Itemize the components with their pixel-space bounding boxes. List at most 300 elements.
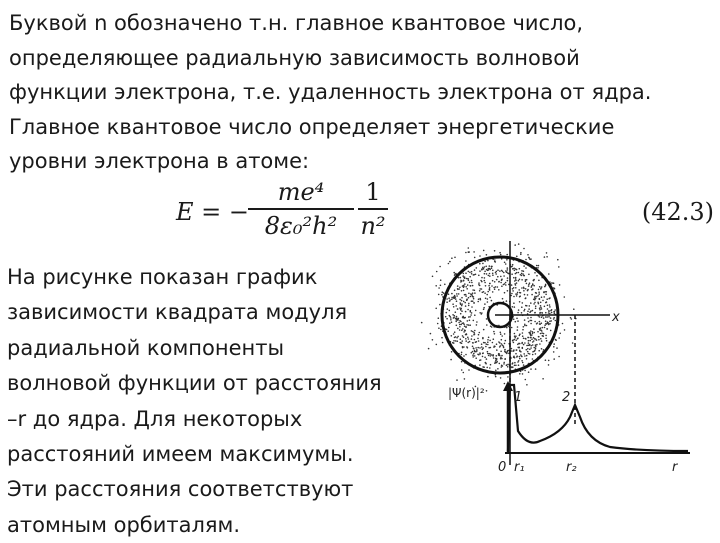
cloud-dot	[498, 281, 500, 283]
cloud-dot	[554, 313, 556, 315]
cloud-dot	[451, 321, 453, 323]
cloud-dot	[541, 296, 543, 298]
cloud-dot	[523, 326, 525, 328]
cloud-dot	[464, 330, 466, 332]
cloud-dot	[534, 350, 536, 352]
cloud-dot	[501, 339, 503, 341]
cloud-dot	[513, 277, 515, 279]
cloud-dot	[507, 280, 509, 282]
cloud-dot	[494, 281, 496, 283]
cloud-dot	[530, 323, 532, 325]
cloud-dot	[528, 321, 530, 323]
cloud-dot	[439, 304, 441, 306]
cloud-dot	[488, 355, 490, 357]
r-axis-label: r	[672, 460, 678, 475]
cloud-dot	[540, 288, 542, 290]
cloud-dot	[449, 300, 451, 302]
cloud-dot	[543, 317, 545, 319]
cloud-dot	[453, 317, 455, 319]
cloud-dot	[465, 311, 467, 313]
cloud-dot	[514, 365, 516, 367]
cloud-dot	[463, 301, 465, 303]
cloud-dot	[527, 254, 529, 256]
cloud-dot	[532, 333, 534, 335]
cloud-dot	[534, 321, 536, 323]
cloud-dot	[474, 292, 476, 294]
cloud-dot	[461, 310, 463, 312]
cloud-dot	[471, 330, 473, 332]
cloud-dot	[527, 311, 529, 313]
cloud-dot	[489, 297, 491, 299]
cloud-dot	[530, 258, 532, 260]
cloud-dot	[533, 303, 535, 305]
cloud-dot	[525, 288, 527, 290]
cloud-dot	[458, 293, 460, 295]
cloud-dot	[524, 342, 526, 344]
cloud-dot	[476, 350, 478, 352]
origin-label: 0	[498, 460, 507, 475]
cloud-dot	[533, 280, 535, 282]
cloud-dot	[462, 335, 464, 337]
body-line: зависимости квадрата модуля	[7, 300, 348, 325]
cloud-dot	[526, 305, 528, 307]
cloud-dot	[466, 333, 468, 335]
cloud-dot	[501, 366, 503, 368]
cloud-dot	[507, 366, 509, 368]
cloud-dot	[456, 293, 458, 295]
cloud-dot	[436, 344, 438, 346]
cloud-dot	[529, 305, 531, 307]
cloud-dot	[459, 326, 461, 328]
cloud-dot	[519, 268, 521, 270]
cloud-dot	[500, 333, 502, 335]
cloud-dot	[522, 329, 524, 331]
body-line: радиальной компоненты	[7, 335, 285, 360]
cloud-dot	[514, 333, 516, 335]
cloud-dot	[477, 354, 479, 356]
cloud-dot	[511, 363, 513, 365]
cloud-dot	[536, 265, 538, 267]
cloud-dot	[529, 340, 531, 342]
cloud-dot	[534, 299, 536, 301]
cloud-dot	[521, 270, 523, 272]
cloud-dot	[495, 362, 497, 364]
cloud-dot	[494, 261, 496, 263]
cloud-dot	[495, 370, 497, 372]
cloud-dot	[522, 302, 524, 304]
cloud-dot	[476, 324, 478, 326]
cloud-dot	[516, 256, 518, 258]
cloud-dot	[543, 333, 545, 335]
cloud-dot	[515, 278, 517, 280]
cloud-dot	[548, 312, 550, 314]
intro-line: функции электрона, т.е. удаленность электрона от ядра.	[9, 80, 652, 104]
cloud-dot	[524, 355, 526, 357]
cloud-dot	[462, 328, 464, 330]
cloud-dot	[525, 267, 527, 269]
cloud-dot	[491, 300, 493, 302]
cloud-dot	[495, 273, 497, 275]
cloud-dot	[457, 285, 459, 287]
cloud-dot	[496, 359, 498, 361]
cloud-dot	[489, 265, 491, 267]
cloud-dot	[544, 256, 546, 258]
cloud-dot	[467, 320, 469, 322]
cloud-dot	[473, 302, 475, 304]
formula-fraction-main	[248, 178, 354, 240]
cloud-dot	[458, 322, 460, 324]
intro-line: определяющее радиальную зависимость волновой	[9, 45, 580, 70]
cloud-dot	[546, 298, 548, 300]
cloud-dot	[453, 340, 455, 342]
cloud-dot	[519, 292, 521, 294]
cloud-dot	[573, 308, 575, 310]
cloud-dot	[465, 272, 467, 274]
cloud-dot	[545, 312, 547, 314]
cloud-dot	[467, 337, 469, 339]
cloud-dot	[517, 338, 519, 340]
cloud-dot	[481, 288, 483, 290]
cloud-dot	[484, 280, 486, 282]
cloud-dot	[451, 351, 453, 353]
cloud-dot	[474, 314, 476, 316]
cloud-dot	[548, 310, 550, 312]
cloud-dot	[546, 316, 548, 318]
cloud-dot	[523, 290, 525, 292]
cloud-dot	[443, 292, 445, 294]
cloud-dot	[456, 318, 458, 320]
cloud-dot	[537, 267, 539, 269]
cloud-dot	[521, 306, 523, 308]
cloud-dot	[475, 310, 477, 312]
cloud-dot	[523, 265, 525, 267]
cloud-dot	[534, 272, 536, 274]
cloud-dot	[466, 288, 468, 290]
cloud-dot	[520, 254, 522, 256]
cloud-dot	[468, 297, 470, 299]
cloud-dot	[464, 302, 466, 304]
cloud-dot	[492, 270, 494, 272]
cloud-dot	[556, 347, 558, 349]
cloud-dot	[532, 354, 534, 356]
cloud-dot	[544, 324, 546, 326]
cloud-dot	[515, 353, 517, 355]
cloud-dot	[521, 360, 523, 362]
intro-paragraph	[9, 6, 709, 179]
cloud-dot	[494, 333, 496, 335]
cloud-dot	[523, 344, 525, 346]
cloud-dot	[471, 282, 473, 284]
cloud-dot	[454, 331, 456, 333]
cloud-dot	[461, 369, 463, 371]
cloud-dot	[500, 254, 502, 256]
cloud-dot	[521, 312, 523, 314]
cloud-dot	[460, 313, 462, 315]
cloud-dot	[447, 308, 449, 310]
cloud-dot	[486, 324, 488, 326]
cloud-dot	[487, 291, 489, 293]
cloud-dot	[521, 279, 523, 281]
cloud-dot	[540, 305, 542, 307]
cloud-dot	[533, 340, 535, 342]
cloud-dot	[491, 266, 493, 268]
cloud-dot	[496, 343, 498, 345]
cloud-dot	[506, 259, 508, 261]
cloud-dot	[497, 276, 499, 278]
cloud-dot	[463, 287, 465, 289]
cloud-dot	[530, 337, 532, 339]
cloud-dot	[496, 279, 498, 281]
cloud-dot	[512, 290, 514, 292]
cloud-dot	[500, 332, 502, 334]
cloud-dot	[524, 309, 526, 311]
formula-denominator-n: n²	[360, 212, 386, 240]
cloud-dot	[498, 341, 500, 343]
cloud-dot	[527, 348, 529, 350]
body-line: расстояний имеем максимумы.	[7, 442, 354, 467]
cloud-dot	[526, 345, 528, 347]
cloud-dot	[451, 299, 453, 301]
psi-squared-label: |Ψ(r)|²	[448, 386, 485, 400]
cloud-dot	[475, 274, 477, 276]
cloud-dot	[542, 378, 544, 380]
cloud-dot	[522, 373, 524, 375]
cloud-dot	[459, 299, 461, 301]
cloud-dot	[499, 363, 501, 365]
cloud-dot	[481, 346, 483, 348]
cloud-dot	[485, 362, 487, 364]
cloud-dot	[537, 331, 539, 333]
cloud-dot	[518, 280, 520, 282]
cloud-dot	[516, 269, 518, 271]
cloud-dot	[530, 345, 532, 347]
cloud-dot	[486, 358, 488, 360]
cloud-dot	[465, 338, 467, 340]
cloud-dot	[489, 283, 491, 285]
cloud-dot	[483, 307, 485, 309]
cloud-dot	[484, 282, 486, 284]
cloud-dot	[493, 338, 495, 340]
cloud-dot	[448, 293, 450, 295]
cloud-dot	[503, 284, 505, 286]
cloud-dot	[477, 338, 479, 340]
cloud-dot	[464, 294, 466, 296]
cloud-dot	[467, 284, 469, 286]
cloud-dot	[487, 353, 489, 355]
cloud-dot	[432, 276, 434, 278]
cloud-dot	[486, 269, 488, 271]
cloud-dot	[460, 309, 462, 311]
cloud-dot	[542, 327, 544, 329]
cloud-dot	[470, 311, 472, 313]
cloud-dot	[505, 340, 507, 342]
cloud-dot	[532, 358, 534, 360]
cloud-dot	[526, 355, 528, 357]
cloud-dot	[505, 282, 507, 284]
cloud-dot	[512, 366, 514, 368]
cloud-dot	[435, 308, 437, 310]
cloud-dot	[513, 296, 515, 298]
cloud-dot	[526, 283, 528, 285]
cloud-dot	[548, 316, 550, 318]
cloud-dot	[532, 344, 534, 346]
cloud-dot	[512, 264, 514, 266]
cloud-dot	[440, 329, 442, 331]
cloud-dot	[496, 349, 498, 351]
cloud-dot	[502, 298, 504, 300]
cloud-dot	[571, 318, 573, 320]
cloud-dot	[461, 290, 463, 292]
cloud-dot	[456, 316, 458, 318]
x-axis-label: x	[612, 310, 620, 325]
cloud-dot	[513, 356, 515, 358]
cloud-dot	[519, 350, 521, 352]
cloud-dot	[451, 257, 453, 259]
cloud-dot	[457, 308, 459, 310]
cloud-dot	[518, 272, 520, 274]
cloud-dot	[498, 289, 500, 291]
cloud-dot	[524, 294, 526, 296]
cloud-dot	[507, 364, 509, 366]
cloud-dot	[466, 346, 468, 348]
cloud-dot	[504, 383, 506, 385]
equation-number: (42.3)	[641, 198, 714, 226]
cloud-dot	[468, 280, 470, 282]
cloud-dot	[471, 335, 473, 337]
cloud-dot	[468, 303, 470, 305]
cloud-dot	[548, 324, 550, 326]
cloud-dot	[554, 309, 556, 311]
cloud-dot	[492, 273, 494, 275]
cloud-dot	[469, 282, 471, 284]
cloud-dot	[448, 327, 450, 329]
cloud-dot	[478, 298, 480, 300]
cloud-dot	[545, 320, 547, 322]
cloud-dot	[522, 347, 524, 349]
cloud-dot	[523, 353, 525, 355]
cloud-dot	[455, 311, 457, 313]
cloud-dot	[475, 357, 477, 359]
cloud-dot	[454, 257, 456, 259]
cloud-dot	[461, 330, 463, 332]
formula-lhs: E = −	[176, 198, 249, 226]
cloud-dot	[472, 289, 474, 291]
cloud-dot	[539, 316, 541, 318]
cloud-dot	[535, 305, 537, 307]
cloud-dot	[504, 351, 506, 353]
cloud-dot	[487, 339, 489, 341]
cloud-dot	[553, 343, 555, 345]
cloud-dot	[515, 339, 517, 341]
cloud-dot	[482, 352, 484, 354]
cloud-dot	[489, 340, 491, 342]
cloud-dot	[528, 345, 530, 347]
cloud-dot	[518, 243, 520, 245]
cloud-dot	[460, 338, 462, 340]
cloud-dot	[470, 296, 472, 298]
cloud-dot	[519, 343, 521, 345]
cloud-dot	[507, 290, 509, 292]
cloud-dot	[538, 265, 540, 267]
cloud-dot	[572, 342, 574, 344]
cloud-dot	[462, 275, 464, 277]
cloud-dot	[460, 303, 462, 305]
cloud-dot	[442, 342, 444, 344]
cloud-dot	[551, 312, 553, 314]
cloud-dot	[515, 287, 517, 289]
cloud-dot	[535, 353, 537, 355]
cloud-dot	[545, 338, 547, 340]
cloud-dot	[461, 354, 463, 356]
cloud-dot	[534, 302, 536, 304]
cloud-dot	[494, 250, 496, 252]
cloud-dot	[528, 308, 530, 310]
cloud-dot	[517, 361, 519, 363]
cloud-dot	[517, 320, 519, 322]
cloud-dot	[465, 340, 467, 342]
cloud-dot	[446, 312, 448, 314]
cloud-dot	[535, 292, 537, 294]
body-paragraph	[7, 260, 407, 543]
cloud-dot	[537, 295, 539, 297]
cloud-dot	[564, 296, 566, 298]
cloud-dot	[461, 340, 463, 342]
cloud-dot	[474, 269, 476, 271]
cloud-dot	[483, 291, 485, 293]
cloud-dot	[484, 292, 486, 294]
cloud-dot	[478, 340, 480, 342]
cloud-dot	[530, 302, 532, 304]
cloud-dot	[464, 283, 466, 285]
cloud-dot	[551, 309, 553, 311]
cloud-dot	[534, 296, 536, 298]
cloud-dot	[533, 328, 535, 330]
cloud-dot	[494, 345, 496, 347]
cloud-dot	[467, 278, 469, 280]
cloud-dot	[532, 310, 534, 312]
intro-line: уровни электрона в атоме:	[9, 149, 310, 173]
cloud-dot	[555, 339, 557, 341]
cloud-dot	[542, 300, 544, 302]
cloud-dot	[481, 277, 483, 279]
cloud-dot	[506, 254, 508, 256]
cloud-dot	[507, 277, 509, 279]
cloud-dot	[459, 287, 461, 289]
cloud-dot	[511, 348, 513, 350]
cloud-dot	[468, 271, 470, 273]
cloud-dot	[475, 347, 477, 349]
cloud-dot	[487, 351, 489, 353]
cloud-dot	[444, 284, 446, 286]
cloud-dot	[450, 359, 452, 361]
cloud-dot	[487, 298, 489, 300]
cloud-dot	[570, 317, 572, 319]
cloud-dot	[506, 271, 508, 273]
cloud-dot	[527, 337, 529, 339]
cloud-dot	[482, 263, 484, 265]
cloud-dot	[494, 288, 496, 290]
cloud-dot	[503, 272, 505, 274]
cloud-dot	[553, 358, 555, 360]
cloud-dot	[515, 293, 517, 295]
cloud-dot	[504, 349, 506, 351]
cloud-dot	[478, 282, 480, 284]
cloud-dot	[499, 270, 501, 272]
cloud-dot	[456, 325, 458, 327]
cloud-dot	[471, 273, 473, 275]
cloud-dot	[539, 323, 541, 325]
cloud-dot	[474, 257, 476, 259]
